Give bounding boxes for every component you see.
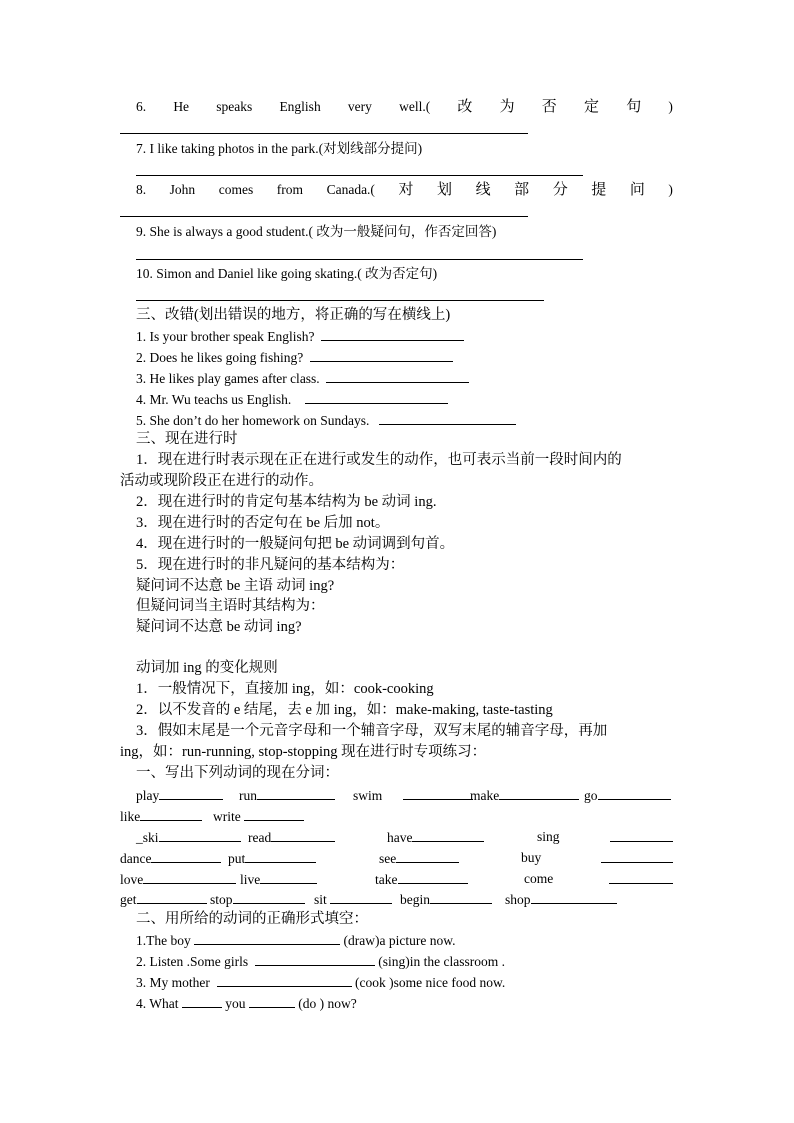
rule-3a: 3．假如末尾是一个元音字母和一个辅音字母，双写末尾的辅音字母，再加 <box>136 723 608 739</box>
fill-question-4: 4. What you (do ) now? <box>136 996 357 1011</box>
rules-title: 动词加 ing 的变化规则 <box>136 660 278 676</box>
fill-question-3: 3. My mother (cook )some nice food now. <box>136 975 506 990</box>
question-6 <box>136 99 673 115</box>
question-9: 9. She is always a good student.( 改为一般疑问句，作否定回答) <box>136 224 497 239</box>
word-take: take <box>375 871 468 888</box>
q8-word: comes <box>218 182 254 197</box>
question-8 <box>136 182 673 198</box>
rule-1: 1．一般情况下，直接加 ing，如：cook-cooking <box>136 681 434 697</box>
word-buy: buy <box>521 850 542 865</box>
word-go: go <box>584 787 671 804</box>
q8-word: 分 <box>552 182 568 198</box>
answer-blank[interactable] <box>194 932 340 945</box>
question-7: 7. I like taking photos in the park.(对划线部分提问) <box>136 141 423 156</box>
answer-blank[interactable] <box>182 995 222 1008</box>
word-sing: sing <box>537 829 560 844</box>
answer-blank[interactable] <box>260 871 317 884</box>
q6-word: 句 <box>626 99 642 115</box>
section-title-correction: 三、改错(划出错误的地方，将正确的写在横线上) <box>136 307 451 323</box>
q8-word: 提 <box>591 182 607 198</box>
answer-blank[interactable] <box>398 871 468 884</box>
answer-blank[interactable] <box>143 871 236 884</box>
progressive-point-2: 2．现在进行时的肯定句基本结构为 be 动词 ing. <box>136 494 437 510</box>
word-write: write <box>213 808 304 825</box>
answer-blank[interactable] <box>151 850 221 863</box>
word-ski: _ski <box>136 829 241 846</box>
word-come: come <box>524 871 554 886</box>
fill-question-1: 1.The boy (draw)a picture now. <box>136 933 456 948</box>
q8-word: from <box>276 182 304 197</box>
progressive-note: 但疑问词当主语时其结构为： <box>136 598 325 614</box>
word-swim: swim <box>353 787 473 804</box>
answer-blank[interactable] <box>217 974 352 987</box>
q6-word: 否 <box>541 99 557 115</box>
progressive-structure-2: 疑问词不达意 be 动词 ing? <box>136 619 302 635</box>
answer-blank[interactable] <box>598 787 671 800</box>
answer-blank[interactable] <box>396 850 459 863</box>
fill-question-2: 2. Listen .Some girls (sing)in the classroom . <box>136 954 505 969</box>
word-begin: begin <box>400 891 492 908</box>
q6-word: well.( <box>399 99 431 114</box>
answer-blank[interactable] <box>310 349 453 362</box>
answer-blank[interactable] <box>140 808 202 821</box>
answer-blank[interactable] <box>430 891 492 904</box>
q8-word: 部 <box>514 182 530 198</box>
answer-line[interactable] <box>136 300 544 301</box>
answer-blank[interactable] <box>379 412 516 425</box>
q8-word: 对 <box>398 182 414 198</box>
exercise-1-title: 一、写出下列动词的现在分词： <box>136 765 339 781</box>
q8-word: Canada.( <box>326 182 375 197</box>
q6-word: 定 <box>584 99 600 115</box>
answer-blank[interactable] <box>244 808 304 821</box>
word-shop: shop <box>505 891 617 908</box>
word-dance: dance <box>120 850 221 867</box>
word-get: get <box>120 891 207 908</box>
answer-blank[interactable] <box>159 787 223 800</box>
progressive-point-1b: 活动或现阶段正在进行的动作。 <box>120 473 323 489</box>
q6-word: He <box>173 99 190 114</box>
word-love: love <box>120 871 236 888</box>
q6-word: ) <box>668 99 673 114</box>
progressive-point-1a: 1．现在进行时表示现在正在进行或发生的动作，也可表示当前一段时间内的 <box>136 452 622 468</box>
q8-word: ) <box>668 182 673 197</box>
answer-blank[interactable] <box>249 995 295 1008</box>
answer-blank[interactable] <box>233 891 305 904</box>
q8-word: 问 <box>629 182 645 198</box>
answer-blank[interactable] <box>245 850 316 863</box>
q6-word: English <box>279 99 321 114</box>
progressive-structure-1: 疑问词不达意 be 主语 动词 ing? <box>136 578 335 594</box>
answer-blank[interactable] <box>403 787 473 800</box>
answer-blank[interactable] <box>255 953 375 966</box>
q6-word: 为 <box>499 99 515 115</box>
correction-item-5: 5. She don’t do her homework on Sundays. <box>136 412 516 429</box>
rule-3b: ing，如：run-running, stop-stopping 现在进行时专项练习： <box>120 744 487 760</box>
q8-word: 划 <box>437 182 453 198</box>
answer-blank[interactable] <box>610 829 673 846</box>
answer-blank[interactable] <box>601 850 673 867</box>
answer-blank[interactable] <box>531 891 617 904</box>
q6-word: 6. <box>136 99 147 114</box>
q8-word: 8. <box>136 182 147 197</box>
answer-blank[interactable] <box>305 391 448 404</box>
question-10: 10. Simon and Daniel like going skating.( 改为否定句) <box>136 266 438 281</box>
word-put: put <box>228 850 316 867</box>
q8-word: John <box>169 182 196 197</box>
word-live: live <box>240 871 317 888</box>
section-title-progressive: 三、现在进行时 <box>136 431 238 447</box>
progressive-point-5: 5．现在进行时的非凡疑问的基本结构为： <box>136 557 405 573</box>
q6-word: 改 <box>457 99 473 115</box>
word-like: like <box>120 808 202 825</box>
word-run: run <box>239 787 335 804</box>
answer-line[interactable] <box>136 259 583 260</box>
word-sit: sit <box>314 891 392 908</box>
answer-blank[interactable] <box>137 891 207 904</box>
q6-word: speaks <box>216 99 253 114</box>
answer-blank[interactable] <box>321 328 464 341</box>
word-see: see <box>379 850 459 867</box>
q8-word: 线 <box>475 182 491 198</box>
word-have: have <box>387 829 484 846</box>
word-stop: stop <box>210 891 305 908</box>
answer-blank[interactable] <box>412 829 484 842</box>
correction-item-1: 1. Is your brother speak English? <box>136 328 464 345</box>
correction-item-2: 2. Does he likes going fishing? <box>136 349 453 366</box>
rule-2: 2．以不发音的 e 结尾，去 e 加 ing，如：make-making, taste-tasting <box>136 702 553 718</box>
correction-item-3: 3. He likes play games after class. <box>136 370 469 387</box>
exercise-2-title: 二、用所给的动词的正确形式填空： <box>136 911 368 927</box>
answer-blank[interactable] <box>609 871 673 888</box>
correction-item-4: 4. Mr. Wu teachs us English. <box>136 391 448 408</box>
progressive-point-3: 3．现在进行时的否定句在 be 后加 not。 <box>136 515 390 531</box>
word-read: read <box>248 829 335 846</box>
word-make: make <box>470 787 579 804</box>
answer-blank[interactable] <box>499 787 579 800</box>
answer-blank[interactable] <box>330 891 392 904</box>
answer-line[interactable] <box>136 175 583 176</box>
q6-word: very <box>347 99 372 114</box>
answer-blank[interactable] <box>326 370 469 383</box>
answer-line[interactable] <box>120 216 528 217</box>
answer-line[interactable] <box>120 133 528 134</box>
answer-blank[interactable] <box>257 787 335 800</box>
answer-blank[interactable] <box>271 829 335 842</box>
progressive-point-4: 4．现在进行时的一般疑问句把 be 动词调到句首。 <box>136 536 455 552</box>
word-play: play <box>136 787 223 804</box>
answer-blank[interactable] <box>159 829 241 842</box>
